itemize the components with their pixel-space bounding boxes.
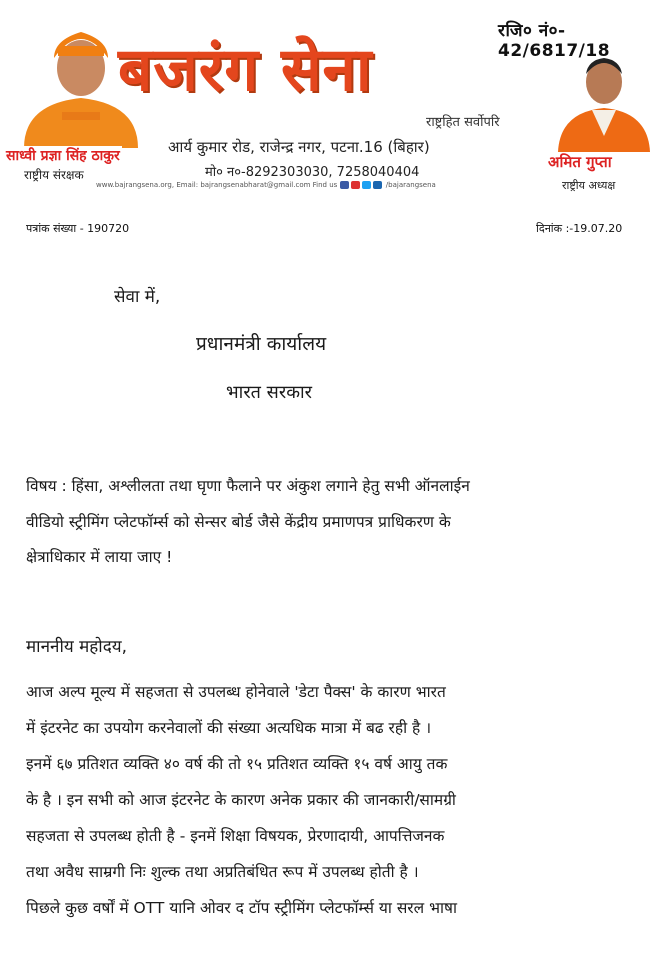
body-line: पिछले कुछ वर्षों में OTT यानि ओवर द टॉप स्ट्रीमिंग प्लेटफॉर्म्स या सरल भाषा — [26, 899, 457, 917]
recipient-line-1: प्रधानमंत्री कार्यालय — [196, 333, 327, 355]
body-line: में इंटरनेट का उपयोग करनेवालों की संख्या अत्यधिक मात्रा में बढ रही है । — [26, 719, 432, 737]
contact-line — [96, 181, 436, 189]
website-email: www.bajrangsena.org, Email: bajrangsenabharat@gmail.com Find us — [96, 181, 338, 189]
body-line: आज अल्प मूल्य में सहजता से उपलब्ध होनेवाले 'डेटा पैक्स' के कारण भारत — [26, 683, 446, 701]
reference-date: दिनांक :-19.07.20 — [536, 222, 623, 235]
body-line: तथा अवैध साम्रगी निः शुल्क तथा अप्रतिबंधित रूप में उपलब्ध होती है । — [26, 863, 419, 881]
salutation-to: सेवा में, — [114, 287, 161, 307]
social-handle: /bajarangsena — [385, 181, 436, 189]
subject-line: वीडियो स्ट्रीमिंग प्लेटफॉर्म्स को सेन्सर बोर्ड जैसे केंद्रीय प्रमाणपत्र प्राधिकरण के — [26, 513, 451, 531]
twitter-icon — [362, 181, 371, 189]
subject-line: विषय : हिंसा, अश्लीलता तथा घृणा फैलाने पर अंकुश लगाने हेतु सभी ऑनलाईन — [26, 477, 470, 495]
left-person-name: साध्वी प्रज्ञा सिंह ठाकुर — [6, 148, 120, 164]
reference-number: पत्रांक संख्या - 190720 — [26, 222, 130, 235]
greeting: माननीय महोदय, — [26, 637, 127, 657]
youtube-icon — [351, 181, 360, 189]
registration-number: रजि० नं०- 42/6817/18 — [498, 21, 611, 61]
phone-numbers: मो० न०-8292303030, 7258040404 — [205, 165, 420, 180]
facebook-icon — [340, 181, 349, 189]
body-line: सहजता से उपलब्ध होती है - इनमें शिक्षा विषयक, प्रेरणादायी, आपत्तिजनक — [26, 827, 445, 845]
body-line: के है । इन सभी को आज इंटरनेट के कारण अनेक प्रकार की जानकारी/सामग्री — [26, 791, 456, 809]
left-person-title: राष्ट्रीय संरक्षक — [24, 168, 84, 182]
address: आर्य कुमार रोड, राजेन्द्र नगर, पटना.16 (बिहार) — [168, 138, 430, 156]
body-line: इनमें ६७ प्रतिशत व्यक्ति ४० वर्ष की तो १५ प्रतिशत व्यक्ति १५ वर्ष आयु तक — [26, 755, 448, 773]
subject-line: क्षेत्राधिकार में लाया जाए ! — [26, 548, 173, 566]
brand-name: बजरंग सेना — [118, 35, 373, 105]
recipient-line-2: भारत सरकार — [226, 382, 313, 403]
right-person-name: अमित गुप्ता — [548, 153, 612, 171]
tagline: राष्ट्रहित सर्वोपरि — [426, 115, 500, 130]
right-person-title: राष्ट्रीय अध्यक्ष — [562, 179, 616, 192]
linkedin-icon — [373, 181, 382, 189]
letterhead — [0, 0, 669, 210]
